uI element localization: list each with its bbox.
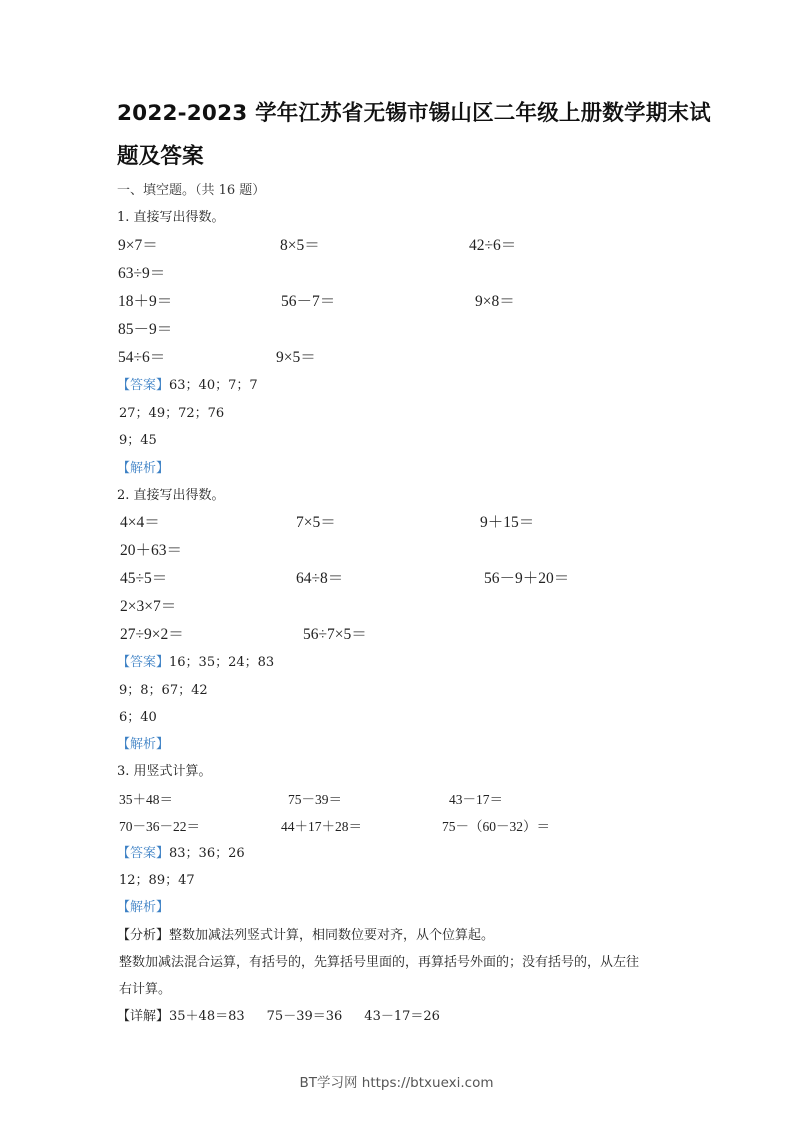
question-2-label: 2. 直接写出得数。 (117, 488, 225, 503)
q3-xiangjie (117, 1005, 440, 1024)
q1-expr: 9×5＝ (276, 349, 316, 366)
document-title-line-2: 题及答案 (117, 144, 204, 169)
q1-answer-line: 9；45 (119, 433, 157, 448)
answer-text: 63；40；7；7 (169, 378, 258, 393)
q3-expr: 70－36－22＝ (119, 819, 200, 834)
q1-expr: 9×7＝ (118, 237, 158, 254)
q3-expr: 75－39＝ (288, 792, 342, 807)
q1-expr: 56－7＝ (281, 293, 336, 310)
xiangjie-item: 75－39＝36 (266, 1009, 343, 1024)
q2-expr: 56－9＋20＝ (484, 570, 570, 587)
q3-fenxi-para2-line2: 右计算。 (119, 982, 172, 997)
q2-expr: 20＋63＝ (120, 542, 183, 559)
document-title-line-1: 2022-2023 学年江苏省无锡市锡山区二年级上册数学期末试 (117, 101, 711, 126)
q1-expr: 42÷6＝ (469, 237, 517, 254)
q3-expr: 43－17＝ (449, 792, 503, 807)
q2-expr: 2×3×7＝ (120, 598, 177, 615)
q1-expr: 9×8＝ (475, 293, 515, 310)
question-3-label: 3. 用竖式计算。 (117, 764, 212, 779)
q3-answer-line: 12；89；47 (119, 873, 195, 888)
q2-expr: 27÷9×2＝ (120, 626, 184, 643)
q1-answer-line: 27；49；72；76 (119, 406, 225, 421)
q3-answer (117, 842, 245, 861)
q2-analysis-tag: 【解析】 (117, 737, 170, 752)
q1-expr: 8×5＝ (280, 237, 320, 254)
q1-expr: 18＋9＝ (118, 293, 173, 310)
q2-answer-line: 9；8；67；42 (119, 683, 208, 698)
xiangjie-tag: 【详解】 (117, 1009, 170, 1024)
q2-answer (117, 651, 274, 670)
q3-analysis-tag: 【解析】 (117, 900, 170, 915)
q2-expr: 4×4＝ (120, 514, 160, 531)
q1-answer (117, 374, 258, 393)
q1-analysis-tag: 【解析】 (117, 461, 170, 476)
q3-fenxi-para2-line1: 整数加减法混合运算，有括号的，先算括号里面的，再算括号外面的；没有括号的，从左往 (119, 955, 640, 970)
answer-tag: 【答案】 (117, 846, 170, 861)
xiangjie-item: 43－17＝26 (364, 1009, 440, 1024)
q2-expr: 7×5＝ (296, 514, 336, 531)
q3-expr: 35＋48＝ (119, 792, 173, 807)
section-heading: 一、填空题。（共 16 题） (117, 183, 266, 198)
q2-expr: 64÷8＝ (296, 570, 344, 587)
xiangjie-item: 35＋48＝83 (169, 1009, 245, 1024)
fenxi-tag: 【分析】 (117, 928, 170, 943)
answer-text: 16；35；24；83 (169, 655, 275, 670)
answer-text: 83；36；26 (169, 846, 245, 861)
q1-expr: 54÷6＝ (118, 349, 166, 366)
question-1-label: 1. 直接写出得数。 (117, 210, 225, 225)
q3-fenxi (117, 924, 494, 943)
q2-expr: 45÷5＝ (120, 570, 168, 587)
q2-answer-line: 6；40 (119, 710, 157, 725)
answer-tag: 【答案】 (117, 378, 170, 393)
answer-tag: 【答案】 (117, 655, 170, 670)
q2-expr: 9＋15＝ (480, 514, 535, 531)
q1-expr: 63÷9＝ (118, 265, 166, 282)
q3-expr: 44＋17＋28＝ (281, 819, 362, 834)
q1-expr: 85－9＝ (118, 321, 173, 338)
fenxi-text: 整数加减法列竖式计算，相同数位要对齐，从个位算起。 (169, 928, 495, 943)
q2-expr: 56÷7×5＝ (303, 626, 367, 643)
q3-expr: 75－（60－32）＝ (442, 819, 550, 834)
footer-watermark: BT学习网 https://btxuexi.com (299, 1075, 494, 1091)
